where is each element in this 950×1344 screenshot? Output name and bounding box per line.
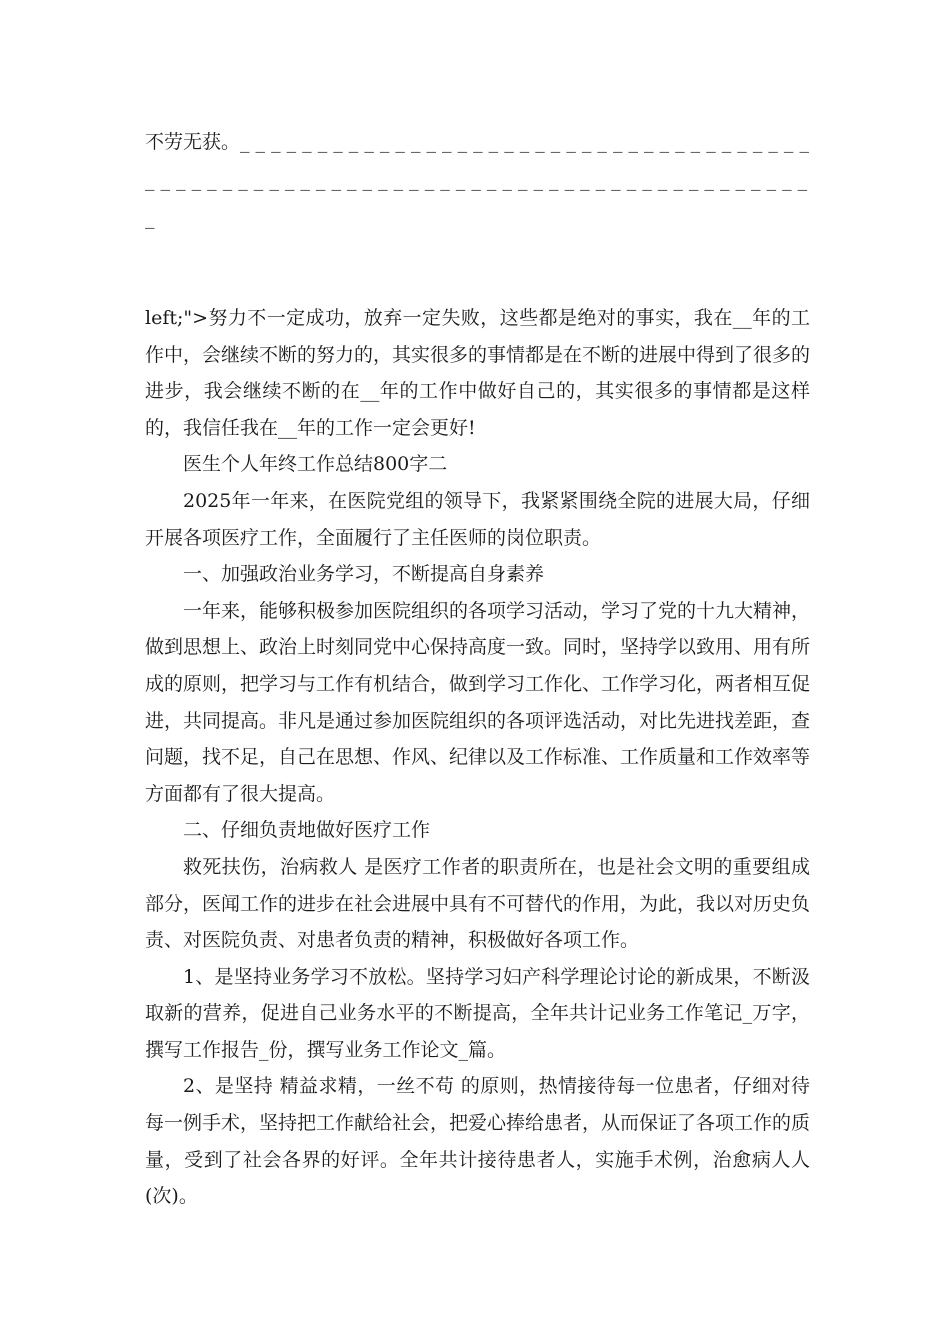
paragraph: 一年来，能够积极参加医院组织的各项学习活动，学习了党的十九大精神，做到思想上、政治上时刻同党中心保持高度一致。同时，坚持学以致用、用有所成的原则，把学习与工作有机结合，做到学习工作化、工作学习化，两者相互促进，共同提高。非凡是通过参加医院组织的各项评选活动，对比先进找差距，查问题，找不足，自己在思想、作风、纪律以及工作标准、工作质量和工作效率等方面都有了很大提高。 (145, 599, 811, 805)
paragraph: 救死扶伤，治病救人 是医疗工作者的职责所在，也是社会文明的重要组成部分，医闻工作的进步在社会进展中具有不可替代的作用，为此，我以对历史负责、对医院负责、对患者负责的精神，积极做好各项工作。 (145, 855, 811, 952)
blank-fill-line: _ _ _ _ _ _ _ _ _ _ _ _ _ _ _ _ _ _ _ _ _ _ _ _ _ _ _ _ _ _ _ _ _ _ _ _ _ _ _ _ _ _ _ _ _ _ _ _ _ _ _ _ _ _ _ _ _ _ _ _ _ _ _ _ _ _ _ _ _ _ _ _ _ _ _ _ _ _ _ _ _ (145, 131, 815, 229)
fragment-text: 不劳无获。 (145, 131, 241, 153)
document-body (145, 300, 810, 1215)
section-heading: 医生个人年终工作总结800字二 (183, 453, 448, 476)
paragraph: 2、是坚持 精益求精，一丝不苟 的原则，热情接待每一位患者，仔细对待每一例手术，坚持把工作献给社会，把爱心捧给患者，从而保证了各项工作的质量，受到了社会各界的好评。全年共计接待患者人，实施手术例，治愈病人人(次)。 (145, 1075, 811, 1208)
section-heading: 一、加强政治业务学习，不断提高自身素养 (183, 563, 545, 586)
paragraph: left;">努力不一定成功，放弃一定失败，这些都是绝对的事实，我在__年的工作中，会继续不断的努力的，其实很多的事情都是在不断的进展中得到了很多的进步，我会继续不断的在__年的工作中做好自己的，其实很多的事情都是这样的，我信任我在__年的工作一定会更好! (145, 307, 811, 439)
section-heading: 二、仔细负责地做好医疗工作 (183, 819, 431, 842)
paragraph: 1、是坚持业务学习不放松。坚持学习妇产科学理论讨论的新成果，不断汲取新的营养，促进自己业务水平的不断提高，全年共计记业务工作笔记_万字，撰写工作报告_份，撰写业务工作论文_篇。 (145, 965, 810, 1061)
paragraph: 2025年一年来，在医院党组的领导下，我紧紧围绕全院的进展大局，仔细开展各项医疗工作，全面履行了主任医师的岗位职责。 (145, 489, 810, 549)
fragment-with-blank-lines (145, 123, 815, 237)
